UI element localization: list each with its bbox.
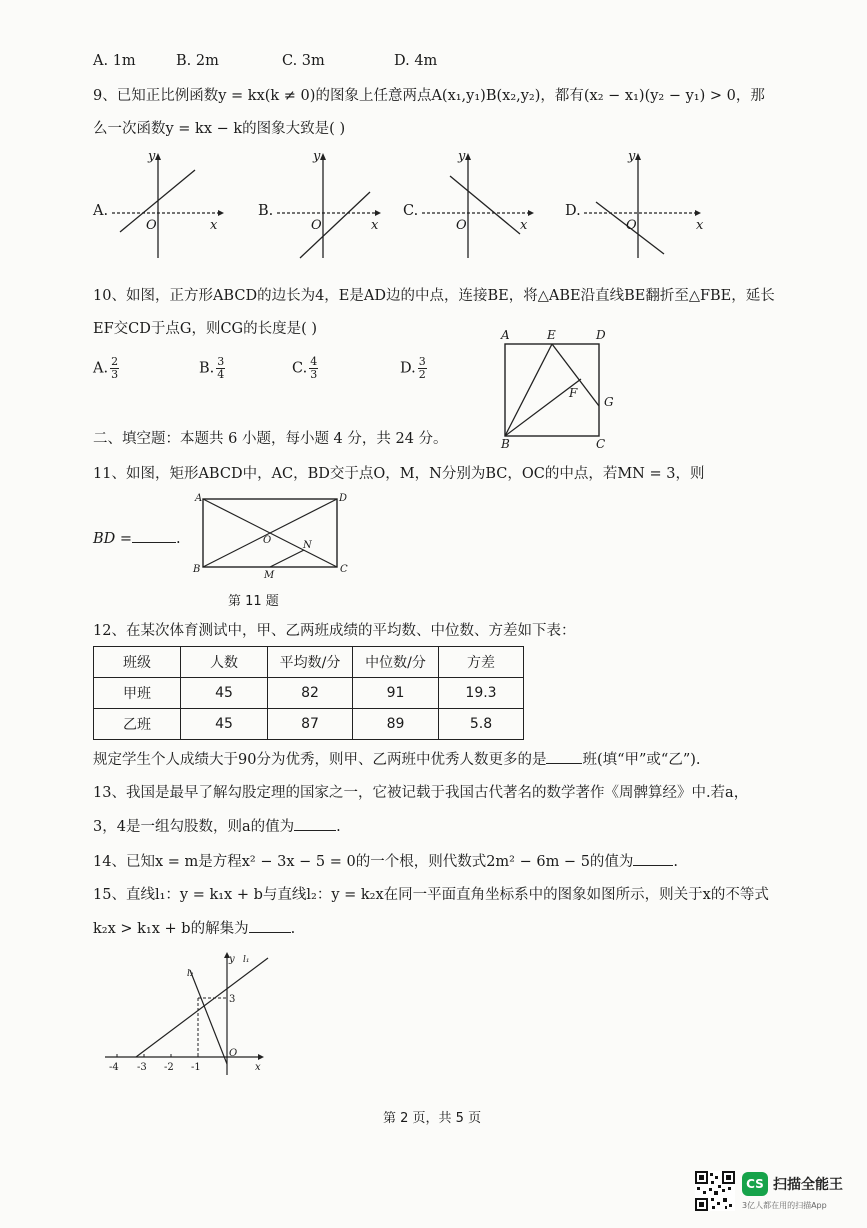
q8-option-b: B. 2m <box>176 53 219 69</box>
table-row <box>94 709 524 740</box>
q9-text-line2: 么一次函数y = kx − k的图象大致是( ) <box>93 121 346 137</box>
q11-answer-blank <box>132 528 176 543</box>
q9-d-x-label: x <box>696 218 704 233</box>
q10-label-e: E <box>547 328 556 342</box>
q9-text-line1: 9、已知正比例函数y = kx(k ≠ 0)的图象上任意两点A(x₁,y₁)B(x₂,y₂)，都有(x₂ − x₁)(y₂ − y₁) > 0，那 <box>93 88 765 104</box>
table-cell: 82 <box>268 678 353 709</box>
q9-graph-d-label: D. <box>565 203 581 219</box>
q9-graph-b <box>275 150 390 260</box>
table-cell: 89 <box>353 709 439 740</box>
table-row <box>94 678 524 709</box>
camscanner-logo-icon: CS <box>742 1172 768 1196</box>
q10-label-f: F <box>569 386 578 400</box>
table-cell: 乙班 <box>94 709 181 740</box>
q8-option-c: C. 3m <box>282 53 325 69</box>
q9-graph-a-label: A. <box>93 203 109 219</box>
q13-answer-blank <box>294 816 336 831</box>
q10-label-c: C <box>596 437 606 451</box>
q9-a-y-label: y <box>148 149 156 164</box>
page-footer: 第 2 页，共 5 页 <box>383 1111 482 1126</box>
q9-c-y-label: y <box>458 149 466 164</box>
q11-label-o: O <box>263 535 272 546</box>
q9-c-x-label: x <box>520 218 528 233</box>
q15-tick-neg2: -2 <box>164 1062 174 1073</box>
q11-label-d: D <box>339 493 348 504</box>
q8-option-d: D. 4m <box>394 53 438 69</box>
table-cell: 甲班 <box>94 678 181 709</box>
q15-tick-neg3: -3 <box>137 1062 147 1073</box>
q9-graph-a <box>110 150 225 260</box>
q9-b-x-label: x <box>371 218 379 233</box>
table-cell: 19.3 <box>439 678 524 709</box>
q9-c-origin: O <box>456 218 467 233</box>
q12-text-line2: 规定学生个人成绩大于90分为优秀，则甲、乙两班中优秀人数更多的是 班(填“甲”或“乙”). <box>93 749 701 770</box>
q9-graph-d <box>582 150 707 260</box>
q14-text-line1: 14、已知x = m是方程x² − 3x − 5 = 0的一个根，则代数式2m² − 6m − 5的值为 . <box>93 851 678 872</box>
section2-heading: 二、填空题：本题共 6 小题，每小题 4 分，共 24 分。 <box>93 431 448 447</box>
q10-option-a: A. $\frac{2}{3}$ <box>93 355 119 381</box>
qr-code-icon <box>695 1171 735 1211</box>
q15-l2-label: l₂ <box>187 969 194 979</box>
q10-text-line1: 10、如图，正方形ABCD的边长为4，E是AD边的中点，连接BE，将△ABE沿直线BE翻折至△FBE，延长 <box>93 288 775 304</box>
q15-tick-neg4: -4 <box>109 1062 119 1073</box>
q15-tick-3: 3 <box>229 994 236 1005</box>
table-cell: 5.8 <box>439 709 524 740</box>
q11-text-line1: 11、如图，矩形ABCD中，AC，BD交于点O，M，N分别为BC，OC的中点，若MN = 3，则 <box>93 466 705 482</box>
q9-graph-b-label: B. <box>258 203 274 219</box>
q9-a-origin: O <box>146 218 157 233</box>
q11-rectangle-figure <box>190 490 350 585</box>
q14-answer-blank <box>633 851 673 866</box>
q15-y-label: y <box>229 954 235 965</box>
table-header-cell: 人数 <box>181 647 268 678</box>
table-header-cell: 方差 <box>439 647 524 678</box>
scanner-app-name: 扫描全能王 <box>773 1177 843 1193</box>
q12-text-line1: 12、在某次体育测试中，甲、乙两班成绩的平均数、中位数、方差如下表： <box>93 623 576 639</box>
q11-label-n: N <box>303 540 312 551</box>
q11-label-a: A <box>195 493 203 504</box>
table-cell: 45 <box>181 678 268 709</box>
q15-answer-blank <box>249 918 291 933</box>
q13-text-line2: 3，4是一组勾股数，则a的值为 . <box>93 816 341 837</box>
q13-text-line1: 13、我国是最早了解勾股定理的国家之一，它被记载于我国古代著名的数学著作《周髀算经》中.若a， <box>93 785 749 801</box>
q10-label-g: G <box>604 395 614 409</box>
q9-b-y-label: y <box>313 149 321 164</box>
table-header-cell: 中位数/分 <box>353 647 439 678</box>
q11-label-m: M <box>264 570 275 581</box>
q11-label-b: B <box>193 564 201 575</box>
q9-d-origin: O <box>626 218 637 233</box>
q10-label-b: B <box>501 437 510 451</box>
q10-label-d: D <box>596 328 606 342</box>
q10-square-figure <box>495 325 630 450</box>
q12-score-table <box>93 646 524 740</box>
q15-text-line1: 15、直线l₁：y = k₁x + b与直线l₂：y = k₂x在同一平面直角坐标系中的图象如图所示，则关于x的不等式 <box>93 887 769 903</box>
table-cell: 45 <box>181 709 268 740</box>
q9-graph-c-label: C. <box>403 203 419 219</box>
q9-graph-c <box>420 150 535 260</box>
q11-caption: 第 11 题 <box>228 594 279 609</box>
q15-graph <box>100 950 275 1080</box>
q9-d-y-label: y <box>628 149 636 164</box>
q15-x-label: x <box>255 1062 261 1073</box>
q12-answer-blank <box>546 749 582 764</box>
q10-option-d: D. $\frac{3}{2}$ <box>400 355 426 381</box>
q10-option-b: B. $\frac{3}{4}$ <box>199 355 225 381</box>
table-header-cell: 平均数/分 <box>268 647 353 678</box>
q15-text-line2: k₂x > k₁x + b的解集为 . <box>93 918 295 939</box>
q10-option-c: C. $\frac{4}{3}$ <box>292 355 318 381</box>
table-cell: 87 <box>268 709 353 740</box>
q8-option-a: A. 1m <box>93 53 136 69</box>
q11-label-c: C <box>340 564 348 575</box>
table-header-cell: 班级 <box>94 647 181 678</box>
q9-b-origin: O <box>311 218 322 233</box>
q10-label-a: A <box>501 328 510 342</box>
q15-l1-label: l₁ <box>243 955 250 965</box>
q15-origin: O <box>229 1048 238 1059</box>
q10-text-line2: EF交CD于点G，则CG的长度是( ) <box>93 321 318 337</box>
table-header-row <box>94 647 524 678</box>
q15-tick-neg1: -1 <box>191 1062 201 1073</box>
table-cell: 91 <box>353 678 439 709</box>
q9-a-x-label: x <box>210 218 218 233</box>
scanner-tagline: 3亿人都在用的扫描App <box>742 1201 827 1210</box>
q11-answer: BD = . <box>93 528 181 549</box>
